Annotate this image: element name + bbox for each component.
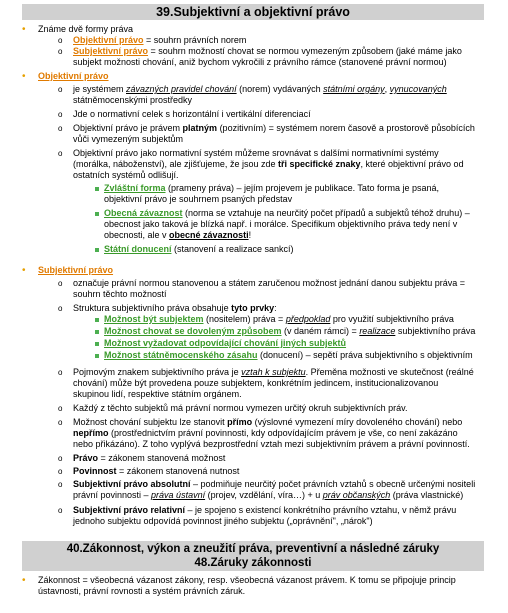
subjective-law-heading: Subjektivní právo <box>38 265 114 275</box>
text-line: státněmocenskými prostředky <box>73 95 193 105</box>
text-line: Zákonnost = všeobecná vázanost zákony, resp. všeobecná vázanost právem. K tomu se připojuje princip <box>38 575 456 585</box>
text-line: vůči vymezeným subjektům <box>73 134 184 144</box>
bullet-icon: • <box>22 24 26 35</box>
text-line: obecnost jako taková je blízká např. i morálce. Specifikum objektivního práva tedy není v <box>104 219 458 229</box>
text-line: Možnost být subjektem (nositelem) práva = předpoklad pro využití subjektivního práva <box>104 314 454 324</box>
text-line: Jde o normativní celek s horizontální i vertikální diferenciací <box>73 109 311 119</box>
square-bullet-icon <box>95 212 99 216</box>
section-title-40: 40.Zákonnost, výkon a zneužití práva, preventivní a následné záruky <box>66 543 440 555</box>
text-line: objektivní právo je souhrnem psaných představ <box>104 194 293 204</box>
text-line: souhrn těchto možností <box>73 289 167 299</box>
text-line: Struktura subjektivního práva obsahuje tyto prvky: <box>73 303 277 313</box>
circle-bullet-icon: o <box>58 368 63 377</box>
bullet-icon: • <box>22 265 26 276</box>
section-title-39: 39.Subjektivní a objektivní právo <box>22 4 484 20</box>
text-line: Obecná závaznost (norma se vztahuje na neurčitý počet případů a subjektů téhož druhu) – <box>104 208 470 218</box>
square-bullet-icon <box>95 187 99 191</box>
text-line: Povinnost = zákonem stanovená nutnost <box>73 466 240 476</box>
square-bullet-icon <box>95 354 99 358</box>
objective-law-heading: Objektivní právo <box>38 71 109 81</box>
section-title-48: 48.Záruky zákonnosti <box>194 557 312 569</box>
square-bullet-icon <box>95 248 99 252</box>
square-bullet-icon <box>95 342 99 346</box>
text-line: Právo = zákonem stanovená možnost <box>73 453 226 463</box>
text-line: Každý z těchto subjektů má právní normou vymezen určitý okruh subjektivních práv. <box>73 403 408 413</box>
section-title-40-48 <box>22 541 484 571</box>
circle-bullet-icon: o <box>58 47 63 56</box>
text-line: ústavnosti, právní rovnosti a systém právních záruk. <box>38 586 246 596</box>
text-line: skupinou lidí, respektive státním orgánem. <box>73 389 242 399</box>
text-line: je systémem závazných pravidel chování (norem) vydávaných státními orgány, vynucovaných <box>73 84 447 94</box>
text-line: Objektivní právo jako normativní systém můžeme srovnávat s dalšími normativními systémy <box>73 148 439 158</box>
text-line: nebo přikázáno). Z toho vyplývá bezprostřední vztah mezi subjektivním právem a právní povinností. <box>73 439 470 449</box>
circle-bullet-icon: o <box>58 110 63 119</box>
text-line: (morálka, náboženství), ale zjišťujeme, že jsou zde tři specifické znaky, které objektivní právo od <box>73 159 464 169</box>
text-line: Subjektivní právo absolutní – podmiňuje neurčitý počet právních vztahů s obecně určenými nositeli <box>73 479 476 489</box>
square-bullet-icon <box>95 318 99 322</box>
circle-bullet-icon: o <box>58 85 63 94</box>
text-line: Státní donucení (stanovení a realizace sankcí) <box>104 244 294 254</box>
circle-bullet-icon: o <box>58 454 63 463</box>
circle-bullet-icon: o <box>58 467 63 476</box>
text-line: ostatních systémů odlišují. <box>73 170 179 180</box>
text-line: Objektivní právo je právem platným (pozitivním) = systémem norem časově a prostorově působících <box>73 123 475 133</box>
text-line: Možnost vyžadovat odpovídající chování jiných subjektů <box>104 338 347 348</box>
text-line: Možnost státněmocenského zásahu (donucení) – sepětí práva subjektivního s objektivním <box>104 350 473 360</box>
text-line: chování) může být provedena pouze subjektem, konkrétním jedincem, institucionalizovanou <box>73 378 439 388</box>
circle-bullet-icon: o <box>58 418 63 427</box>
circle-bullet-icon: o <box>58 506 63 515</box>
text-line: jednoho subjektu odpovídá povinnost jiného subjektu („oprávnění", „nárok") <box>73 516 373 526</box>
subjective-definition: Subjektivní právo = souhrn možností chovat se normou vymezeným způsobem (jaké máme jako <box>73 46 462 56</box>
circle-bullet-icon: o <box>58 36 63 45</box>
text-line: Zvláštní forma (prameny práva) – jejím projevem je publikace. Tato forma je psaná, <box>104 183 439 193</box>
text-line: nepřímo (prostřednictvím právní povinnosti, kdy odpovídajícím právem je vše, co není zakázáno <box>73 428 458 438</box>
bullet-icon: • <box>22 71 26 82</box>
text-line: Subjektivní právo relativní – je spojeno s existencí konkrétního právního vztahu, v němž právu <box>73 505 457 515</box>
circle-bullet-icon: o <box>58 480 63 489</box>
text-line: označuje právní normou stanovenou a státem zaručenou možnost jednání danou subjektu práva = <box>73 278 466 288</box>
bullet-icon: • <box>22 575 26 586</box>
text-line: Pojmovým znakem subjektivního práva je vztah k subjektu. Přeměna možnosti ve skutečnost (reálné <box>73 367 474 377</box>
text-line: subjekt možnosti chování, aniž bychom vykročili z právního rámce (stanovené právní normou) <box>73 57 447 67</box>
circle-bullet-icon: o <box>58 124 63 133</box>
square-bullet-icon <box>95 330 99 334</box>
text-line: obecnosti, ale v obecné závaznosti! <box>104 230 252 240</box>
circle-bullet-icon: o <box>58 279 63 288</box>
circle-bullet-icon: o <box>58 404 63 413</box>
objective-definition: Objektivní právo = souhrn právních norem <box>73 35 247 45</box>
intro-line: Známe dvě formy práva <box>38 24 134 34</box>
circle-bullet-icon: o <box>58 149 63 158</box>
text-line: Možnost chovat se dovoleným způsobem (v daném rámci) = realizace subjektivního práva <box>104 326 476 336</box>
text-line: právní povinnosti – práva ústavní (projev, vzdělání, víra…) + u práv občanských (práva vlastnické) <box>73 490 464 500</box>
circle-bullet-icon: o <box>58 304 63 313</box>
text-line: Možnost chování subjektu lze stanovit přímo (výslovné vymezení míry dovoleného chování) nebo <box>73 417 463 427</box>
